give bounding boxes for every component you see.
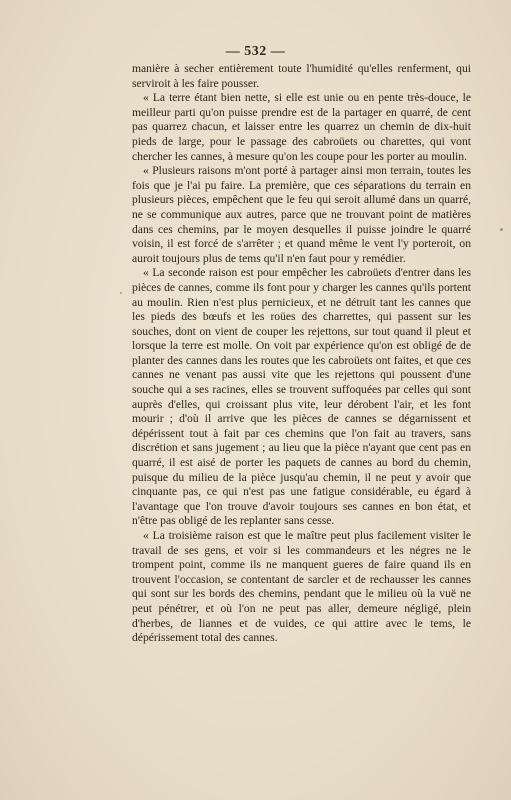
paragraph: « Plusieurs raisons m'ont porté à partager ainsi mon terrain, toutes les fois que je l'ai pu faire. La première, que ces séparations du terrain en plusieurs pièces, empêchent que le feu qui seroit allumé dans un quarré, ne se communique aux autres, parce que ne trouvant point de matières dans ces chemins, par le moyen desquelles il puisse joindre le quarré voisin, il est forcé de s'arrêter ; et quand même le vent l'y porteroit, on auroit toujours plus de tems qu'il n'en faut pour y remédier. — [132, 164, 471, 265]
paper-speck — [120, 292, 122, 294]
paragraph: « La terre étant bien nette, si elle est unie ou en pente très-douce, le meilleur parti qu'on puisse prendre est de la partager en quarré, de cent pas quarrez chacun, et laisser entre les quarrez un chemin de dix-huit pieds de large, pour le passage des cabroüets ou charettes, qui vont chercher les cannes, à mesure qu'on les coupe pour les porter au moulin. — [132, 91, 471, 163]
paragraph: manière à secher entièrement toute l'humidité qu'elles renferment, qui serviroit à les faire pousser. — [132, 62, 471, 90]
page-number: — 532 — — [225, 44, 286, 59]
paper-speck — [500, 228, 503, 231]
paragraph: « La troisième raison est que le maître peut plus facilement visiter le travail de ses gens, et voir si les commandeurs et les négres ne le trompent point, comme ils ne manquent gueres de faire quand ils en trouvent l'occasion, se contentant de sarcler et de rechausser les cannes qui sont sur les bords des chemins, pendant que le milieu où la vuë ne peut pénétrer, et où l'on ne peut pas aller, demeure négligé, plein d'herbes, de liannes et de vuides, ce qui attire avec le tems, le dépérissement total des cannes. — [132, 529, 471, 645]
paragraph: « La seconde raison est pour empêcher les cabroüets d'entrer dans les pièces de cannes, comme ils font pour y charger les cannes qu'ils portent au moulin. Rien n'est plus pernicieux, et ne détruit tant les cannes que les pieds des bœufs et les roües des charrettes, qui passent sur les souches, dont on vient de couper les rejettons, sur tout quand il pleut et lorsque la terre est molle. On voit par expérience qu'on est obligé de de planter des cannes dans les routes que les cabroüets ont faites, et que ces cannes ne venant pas aussi vite que les rejettons qui poussent d'une souche qui a ses racines, elles se trouvent suffoquées par celles qui sont auprès d'elles, qui croissant plus vite, leur dérobent l'air, et les font mourir ; d'où il arrive que les pièces de cannes se dégarnissent et dépérissent tout à fait par ces chemins que l'on fait au travers, sans discrétion et sans jugement ; au lieu que la pièce n'ayant que cent pas en quarré, il est aisé de porter les paquets de cannes au bord du chemin, puisque du milieu de la pièce jusqu'au chemin, il ne peut y avoir que cinquante pas, ce qui n'est pas une fatigue considérable, eu égard à l'avantage que l'on trouve d'avoir toujours ses cannes en bon état, et n'être pas obligé de les replanter sans cesse. — [132, 266, 471, 528]
body-text — [132, 62, 471, 646]
